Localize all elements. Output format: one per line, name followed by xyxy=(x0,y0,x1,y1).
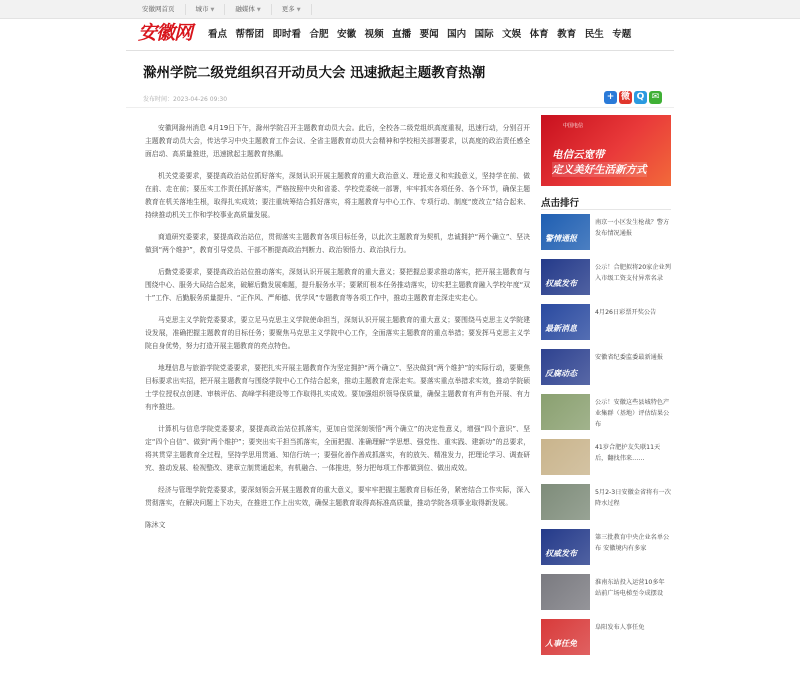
share-bar xyxy=(604,91,664,104)
nav-item[interactable]: 体育 xyxy=(529,29,549,40)
nav-item[interactable]: 教育 xyxy=(557,29,577,40)
rank-item[interactable] xyxy=(541,484,671,522)
topbar-link-label: 城市 xyxy=(195,5,209,13)
rank-item-title[interactable]: 公示！合肥拟将20家企业列入市级工资支付异常名录 xyxy=(595,264,671,282)
rank-item-title[interactable]: 4月26日彩票开奖公告 xyxy=(595,309,657,316)
plus-share-icon[interactable]: + xyxy=(604,91,617,104)
thumbnail-caption: 警情通报 xyxy=(545,234,577,243)
article-author: 陈沐文 xyxy=(145,521,166,529)
rank-item-title[interactable]: 南京一小区发生枪战？警方发布情况通报 xyxy=(595,219,670,237)
rank-thumbnail[interactable] xyxy=(541,484,590,520)
nav-item[interactable]: 视频 xyxy=(364,29,384,40)
topbar-link-label: 融媒体 xyxy=(235,5,255,13)
rank-item-title[interactable]: 第三批教育中央企业名单公布 安徽境内有多家 xyxy=(595,534,670,552)
article-paragraph: 机关党委要求，要提高政治站位抓好落实，深刻认识开展主题教育的重大政治意义、理论意义和实践意义，坚持学在前、做在前、走在前；要压实工作责任抓好落实，严格按照中央和省委、学校党委统一部署，牢牢抓实各项任务、各个环节，确保主题教育在机关落地生根，取得扎实成效；要注重统筹结合抓好落实，将主题教育与中心工作、专项行动、制度“废改立”结合起来、持续推动机关工作和学校事业高质量发展。 xyxy=(145,172,530,219)
rank-item[interactable] xyxy=(541,394,671,432)
rank-item[interactable] xyxy=(541,259,671,297)
rank-item-title[interactable]: 阜阳发布人事任免 xyxy=(595,624,645,631)
nav-item[interactable]: 即时看 xyxy=(272,29,302,40)
thumbnail-caption: 权威发布 xyxy=(545,279,577,288)
topbar-link-media[interactable] xyxy=(225,4,271,15)
nav-item[interactable]: 要闻 xyxy=(419,29,439,40)
nav-item[interactable]: 看点 xyxy=(208,29,228,40)
rank-item[interactable] xyxy=(541,214,671,252)
rank-item-title[interactable]: 安徽省纪委监委最新通报 xyxy=(595,354,664,361)
rank-thumbnail[interactable] xyxy=(541,304,590,340)
rank-thumbnail[interactable] xyxy=(541,349,590,385)
article-paragraph: 经济与管理学院党委要求，要深刻领会开展主题教育的重大意义，要牢牢把握主题教育目标任务，紧密结合工作实际，深入贯彻落实，在解决问题上下功夫，在推进工作上出实效，确保主题教育取得高标准高质量，推动学院各项事业取得新发展。 xyxy=(145,486,530,507)
rank-item[interactable] xyxy=(541,619,671,657)
topbar-link-city[interactable] xyxy=(186,4,226,15)
rank-thumbnail[interactable] xyxy=(541,394,590,430)
rank-item[interactable] xyxy=(541,529,671,567)
ad-subline: 定义美好生活新方式 xyxy=(552,164,647,176)
topbar-link-more[interactable] xyxy=(272,4,312,15)
wechat-icon[interactable]: ✉ xyxy=(649,91,662,104)
nav-item[interactable]: 文娱 xyxy=(502,29,522,40)
article-paragraph: 地理信息与旅游学院党委要求，要把扎实开展主题教育作为坚定拥护“两个确立”、坚决做到“两个维护”的实际行动，要聚焦目标要求出实招，把开展主题教育与围绕学院中心工作结合起来，推动主题教育走深走实。要落实重点举措求实效，推动学院硕士学位授权点创建、审核评估、高峰学科建设等工作取得扎实成效。要加强组织领导保质量，确保主题教育有声有色开展、有力有序推进。 xyxy=(145,364,530,411)
rank-item[interactable] xyxy=(541,439,671,477)
rank-thumbnail[interactable] xyxy=(541,574,590,610)
top-utility-bar xyxy=(0,0,800,19)
article-paragraph: 后勤党委要求，要提高政治站位推动落实，深刻认识开展主题教育的重大意义；要把握总要求推动落实，把开展主题教育与围绕中心、服务大局结合起来，破解后勤发展难题，提升服务水平；要紧盯根本任务推动落实，切实把主题教育融入学校年度“双十”工作、后勤服务质量提升、“正作风、严师德、优学风”专题教育等各项工作中，推动主题教育走深走实走心。 xyxy=(145,268,530,302)
nav-item[interactable]: 民生 xyxy=(584,29,604,40)
nav-item[interactable]: 帮帮团 xyxy=(235,29,265,40)
rank-item[interactable] xyxy=(541,304,671,342)
article-paragraph: 计算机与信息学院党委要求，要提高政治站位抓落实，更加自觉深刻领悟“两个确立”的决定性意义，增强“四个意识”、坚定“四个自信”、做到“两个维护”；要突出实干担当抓落实，全面把握、准确理解“学思想、强党性、重实践、建新功”的总要求，将其贯穿主题教育全过程，坚持学思用贯通、知信行统一；要强化善作善成抓落实，有的放矢、精准发力，把理论学习、调查研究、推动发展、检视整改、建章立制贯通起来，有机融合、一体推进，努力把每项工作都做到位、做出成效。 xyxy=(145,425,530,472)
publish-time: 发布时间：2023-04-26 09:30 xyxy=(143,96,228,103)
telecom-ad-banner[interactable] xyxy=(541,115,671,186)
header-divider xyxy=(126,50,674,51)
rank-item-title[interactable]: 淮南东站投入运营10多年 站前广场电梯至今成摆设 xyxy=(595,579,665,597)
rank-item-title[interactable]: 5月2-3日安徽金省将有一次降水过程 xyxy=(595,489,671,507)
rank-item[interactable] xyxy=(541,574,671,612)
ad-headline: 电信云宽带 xyxy=(552,149,605,161)
topbar-link-label: 更多 xyxy=(281,5,295,13)
rank-item-title[interactable]: 公示！安徽这些县城特色产业集群（基地）评估结果公布 xyxy=(595,399,670,428)
thumbnail-caption: 人事任免 xyxy=(545,639,577,648)
nav-item[interactable]: 合肥 xyxy=(309,29,329,40)
rank-thumbnail[interactable] xyxy=(541,529,590,565)
topbar-link-label: 安徽网首页 xyxy=(142,5,175,13)
rank-thumbnail[interactable] xyxy=(541,259,590,295)
rank-heading: 点击排行 xyxy=(541,198,580,209)
rank-divider xyxy=(541,209,671,210)
chevron-down-icon: ▼ xyxy=(210,7,215,13)
meta-divider xyxy=(126,107,674,108)
nav-item[interactable]: 安徽 xyxy=(337,29,357,40)
weibo-icon[interactable]: 微 xyxy=(620,92,630,102)
thumbnail-caption: 反腐动态 xyxy=(545,369,577,378)
thumbnail-caption: 最新消息 xyxy=(545,324,577,333)
nav-item[interactable]: 直播 xyxy=(392,29,412,40)
article-body xyxy=(145,122,530,541)
rank-thumbnail[interactable] xyxy=(541,214,590,250)
thumbnail-caption: 权威发布 xyxy=(545,549,577,558)
site-header xyxy=(0,19,800,49)
nav-item[interactable]: 国际 xyxy=(474,29,494,40)
chevron-down-icon: ▼ xyxy=(296,7,301,13)
main-nav xyxy=(208,26,640,40)
chevron-down-icon: ▼ xyxy=(256,7,261,13)
rank-thumbnail[interactable] xyxy=(541,619,590,655)
article-paragraph: 安徽网滁州消息 4月19日下午，滁州学院召开主题教育动员大会。此后，全校各二级党组织高度重视，迅速行动，分别召开主题教育动员大会，传达学习中央主题教育工作会议、全省主题教育动员大会精神和学校相关部署要求，以高度的政治责任感全面启动、高质量推进，迅速掀起主题教育热潮。 xyxy=(145,124,530,158)
rank-thumbnail[interactable] xyxy=(541,439,590,475)
article-paragraph: 马克思主义学院党委要求，要立足马克思主义学院使命担当，深刻认识开展主题教育的重大意义；要围绕马克思主义学院建设发展，准确把握主题教育的目标任务；要聚焦马克思主义学院中心工作，全面落实主题教育的重点举措；要发挥马克思主义学院自身优势，努力打造开展主题教育的亮点特色。 xyxy=(145,316,530,350)
article-title: 滁州学院二级党组织召开动员大会 迅速掀起主题教育热潮 xyxy=(143,65,486,81)
qq-icon[interactable]: Q xyxy=(634,91,647,104)
nav-item[interactable]: 国内 xyxy=(447,29,467,40)
nav-item[interactable]: 专题 xyxy=(612,29,632,40)
article-paragraph: 商道研究委要求，要提高政治站位，贯彻落实主题教育各项目标任务，以此次主题教育为契机，忠诚拥护“两个确立”、坚决做到“两个维护”，教育引导党员、干部不断提高政治判断力、政治领悟力、政治执行力。 xyxy=(145,233,530,254)
topbar-link-home[interactable] xyxy=(142,4,186,15)
rank-item[interactable] xyxy=(541,349,671,387)
ad-brand: 中国电信 xyxy=(563,123,584,129)
site-logo[interactable]: 安徽网 xyxy=(138,22,193,44)
rank-item-title[interactable]: 41岁合肥护友失联11天后，翻找伟来…… xyxy=(595,444,661,462)
